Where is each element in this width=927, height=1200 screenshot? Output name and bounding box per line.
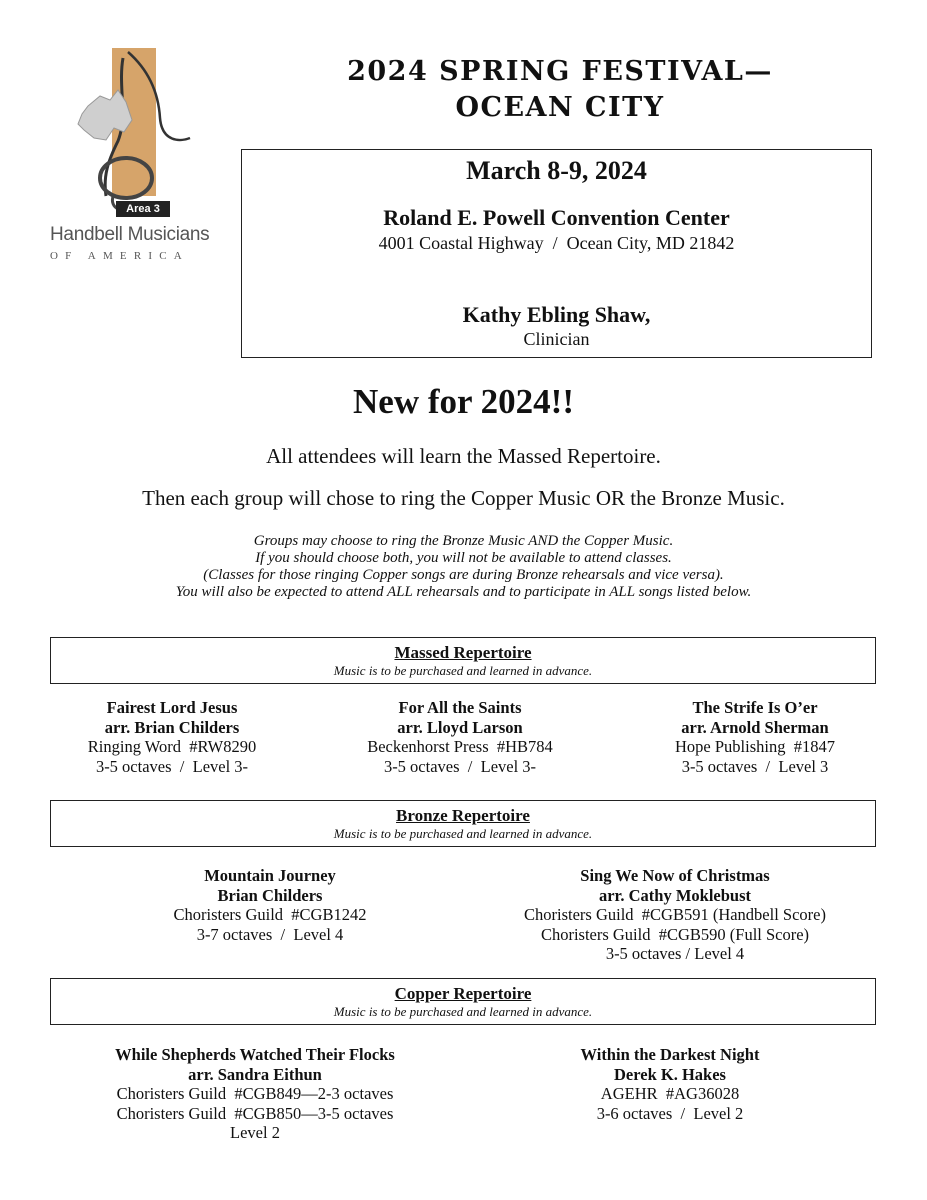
piece-line: 3-7 octaves / Level 4 (196, 924, 344, 944)
piece-arranger: Derek K. Hakes (614, 1064, 726, 1084)
piece-title: Fairest Lord Jesus (106, 698, 238, 717)
announcement-notes (0, 533, 927, 601)
piece-line: Choristers Guild #CGB1242 (173, 905, 367, 924)
clinician-role: Clinician (523, 329, 590, 349)
piece-title: Within the Darkest Night (580, 1045, 760, 1064)
bronze-repertoire-header (50, 800, 876, 847)
piece-line: AGEHR #AG36028 (600, 1084, 740, 1103)
event-venue: Roland E. Powell Convention Center (383, 205, 730, 230)
piece-line: Choristers Guild #CGB850—3-5 octaves (116, 1103, 394, 1123)
repertoire-piece (520, 1045, 820, 1123)
massed-repertoire-header (50, 637, 876, 684)
piece-title: While Shepherds Watched Their Flocks (115, 1045, 395, 1064)
piece-line: Choristers Guild #CGB590 (Full Score) (540, 924, 810, 944)
piece-line: 3-5 octaves / Level 3- (95, 756, 249, 776)
announcement-line-2: Then each group will chose to ring the Copper Music OR the Bronze Music. (142, 486, 785, 510)
section-subtitle: Music is to be purchased and learned in advance. (333, 826, 593, 841)
piece-title: For All the Saints (398, 698, 522, 717)
piece-line: 3-5 octaves / Level 4 (605, 944, 745, 963)
area-badge: Area 3 (116, 201, 170, 217)
piece-line: Hope Publishing #1847 (675, 737, 835, 756)
piece-line: Beckenhorst Press #HB784 (367, 737, 553, 756)
note-line: Groups may choose to ring the Bronze Music AND the Copper Music. (253, 533, 674, 549)
event-address: 4001 Coastal Highway / Ocean City, MD 21842 (378, 233, 735, 253)
piece-line: 3-6 octaves / Level 2 (596, 1103, 744, 1123)
note-line: You will also be expected to attend ALL rehearsals and to participate in ALL songs listed below. (175, 584, 752, 600)
piece-arranger: arr. Arnold Sherman (681, 717, 829, 737)
clinician-name: Kathy Ebling Shaw, (462, 302, 651, 327)
note-line: (Classes for those ringing Copper songs are during Bronze rehearsals and vice versa). (203, 567, 724, 583)
piece-arranger: arr. Cathy Moklebust (598, 885, 752, 905)
piece-title: Sing We Now of Christmas (580, 866, 770, 885)
title-line-1: 2024 SPRING FESTIVAL— (347, 56, 773, 87)
repertoire-piece (490, 866, 860, 964)
section-title: Bronze Repertoire (396, 806, 530, 825)
repertoire-piece (120, 866, 420, 944)
repertoire-piece (70, 1045, 440, 1143)
piece-line: Choristers Guild #CGB591 (Handbell Score) (523, 905, 826, 924)
piece-arranger: arr. Brian Childers (104, 717, 240, 737)
repertoire-piece (330, 698, 590, 776)
piece-arranger: Brian Childers (217, 885, 323, 905)
repertoire-piece (625, 698, 885, 776)
event-date: March 8-9, 2024 (466, 156, 647, 185)
piece-title: The Strife Is O’er (692, 698, 818, 717)
announcement-heading: New for 2024!! (353, 382, 574, 421)
event-info-box (241, 149, 872, 358)
piece-line: Level 2 (230, 1123, 280, 1142)
section-title: Copper Repertoire (394, 984, 532, 1003)
piece-title: Mountain Journey (204, 866, 336, 885)
note-line: If you should choose both, you will not be available to attend classes. (255, 550, 672, 566)
copper-repertoire-header (50, 978, 876, 1025)
section-subtitle: Music is to be purchased and learned in advance. (333, 663, 593, 678)
piece-line: 3-5 octaves / Level 3- (383, 756, 537, 776)
repertoire-piece (42, 698, 302, 776)
piece-line: 3-5 octaves / Level 3 (681, 756, 829, 776)
piece-arranger: arr. Lloyd Larson (397, 717, 523, 737)
title-line-2: OCEAN CITY (455, 92, 665, 123)
piece-arranger: arr. Sandra Eithun (188, 1064, 322, 1084)
section-subtitle: Music is to be purchased and learned in advance. (333, 1004, 593, 1019)
section-title: Massed Repertoire (394, 643, 532, 662)
announcement-line-1: All attendees will learn the Massed Repertoire. (266, 444, 661, 468)
piece-line: Ringing Word #RW8290 (87, 737, 257, 756)
piece-line: Choristers Guild #CGB849—2-3 octaves (116, 1084, 394, 1103)
page-title (240, 54, 880, 126)
logo-name: Handbell Musicians (50, 224, 210, 245)
logo-tagline: OF AMERICA (50, 250, 189, 262)
